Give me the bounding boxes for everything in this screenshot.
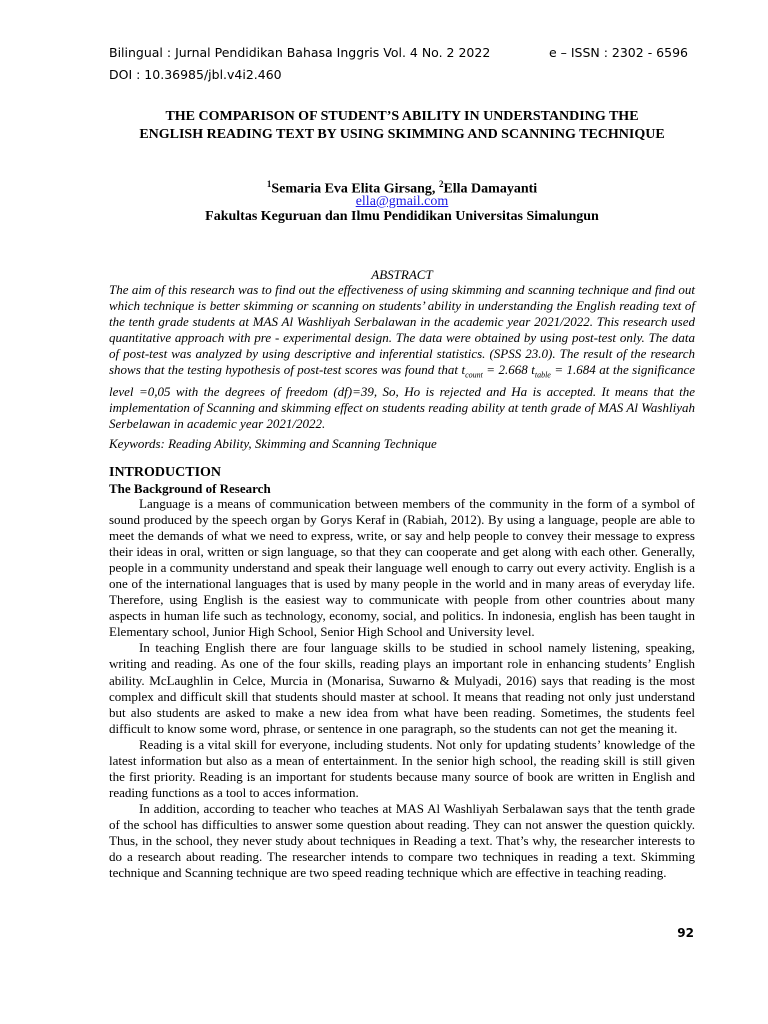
title-line-1: THE COMPARISON OF STUDENT’S ABILITY IN UNDERSTANDING THE — [165, 109, 639, 124]
abstract-text-1: The aim of this research was to find out the effectiveness of using skimming and scanning technique and find out which technique is better skimming or scanning on students’ ability in understanding the English reading text of the tenth grade students at MAS Al Washliyah Serbalawan in the academic year 2021/2022. This research used quantitative approach with pre - experimental design. The data were obtained by using post-test only. The data of post-test was analyzed by using descriptive and inferential statistics. (SPSS 23.0). The result of the research shows that the testing hypothesis of post-test scores was found that t — [109, 282, 695, 378]
t-count-subscript: count — [465, 371, 483, 381]
abstract-body — [109, 282, 695, 432]
paragraph: Reading is a vital skill for everyone, including students. Not only for updating students’ knowledge of the latest information but also as a mean of entertainment. In the senior high school, the reading skill is still given the first priority. Reading is an important for students because many source of book are written in English and reading functions as a tool to acces information. — [109, 736, 695, 800]
abstract-heading: ABSTRACT — [371, 267, 433, 282]
background-subheading: The Background of Research — [109, 481, 271, 496]
issn-header: e – ISSN : 2302 - 6596 — [548, 45, 688, 60]
journal-header: Bilingual : Jurnal Pendidikan Bahasa Inggris Vol. 4 No. 2 2022 — [109, 45, 491, 60]
introduction-heading: INTRODUCTION — [109, 465, 222, 480]
paragraph: In teaching English there are four language skills to be studied in school namely listening, speaking, writing and reading. As one of the four skills, reading plays an important role in enhancing students’ English ability. McLaughlin in Celce, Murcia in (Monarisa, Suwarno & Mulyadi, 2016) says that reading is the most complex and difficult skill that students should master at school. It means that reading not only just understand but also students are asked to make a new idea from what have been reading. Sometimes, the students feel difficult to know some word, phrase, or sentence in one paragraph, so the students can not get the meaning it. — [109, 640, 695, 736]
paragraph: Language is a means of communication between members of the community in the form of a symbol of sound produced by the speech organ by Gorys Keraf in (Rabiah, 2012). By using a language, people are able to meet the demands of what we need to express, write, or say and help people to convey their message to express their ideas in oral, written or sign language, so that they can cooperate and get along with each other. Generally, people in a community understand and speak their language well enough to carry out every activity. English is a one of the international languages that is used by many people in the world and in many areas of everyday life. Therefore, using English is the easiest way to communicate with people from other countries about many aspects in human life such as technology, economy, social, and politics. In indonesia, english has been taught in Elementary school, Junior High School, Senior High School and University level. — [109, 496, 695, 640]
title-line-2: ENGLISH READING TEXT BY USING SKIMMING AND SCANNING TECHNIQUE — [139, 127, 665, 142]
doi-header: DOI : 10.36985/jbl.v4i2.460 — [109, 67, 282, 82]
page-number: 92 — [677, 926, 694, 940]
author1-superscript: 1 — [266, 179, 272, 189]
t-table-subscript: table — [534, 371, 551, 381]
paragraph: In addition, according to teacher who teaches at MAS Al Washliyah Serbalawan says that the tenth grade of the school has difficulties to answer some question about reading. They can not answer the question quickly. Thus, in the school, they never study about techniques in Reading a text. That’s why, the researcher interests to do a research about reading. The researcher intends to compare two techniques in reading a text. Skimming technique and Scanning technique are two speed reading technique which are effective in teaching reading. — [109, 800, 695, 881]
author2-name: Ella Damayanti — [443, 181, 538, 197]
abstract-text-3: = 1.684 at the significance level =0,05 with the degrees of freedom (df)=39, So, Ho is rejected and Ha is accepted. It means that the implementation of Scanning and skimming effect on students reading ability at tenth grade of MAS Al Washliyah Serbelawan in academic year 2021/2022. — [109, 362, 695, 432]
author2-superscript: 2 — [438, 179, 444, 189]
introduction-body — [109, 496, 695, 881]
keywords: Keywords: Reading Ability, Skimming and Scanning Technique — [109, 436, 437, 451]
paper-title — [100, 108, 704, 144]
abstract-text-2: = 2.668 t — [482, 362, 535, 378]
affiliation: Fakultas Keguruan dan Ilmu Pendidikan Universitas Simalungun — [205, 209, 599, 224]
author-email-link[interactable]: ella@gmail.com — [355, 194, 449, 209]
author1-name: Semaria Eva Elita Girsang, — [271, 181, 439, 197]
